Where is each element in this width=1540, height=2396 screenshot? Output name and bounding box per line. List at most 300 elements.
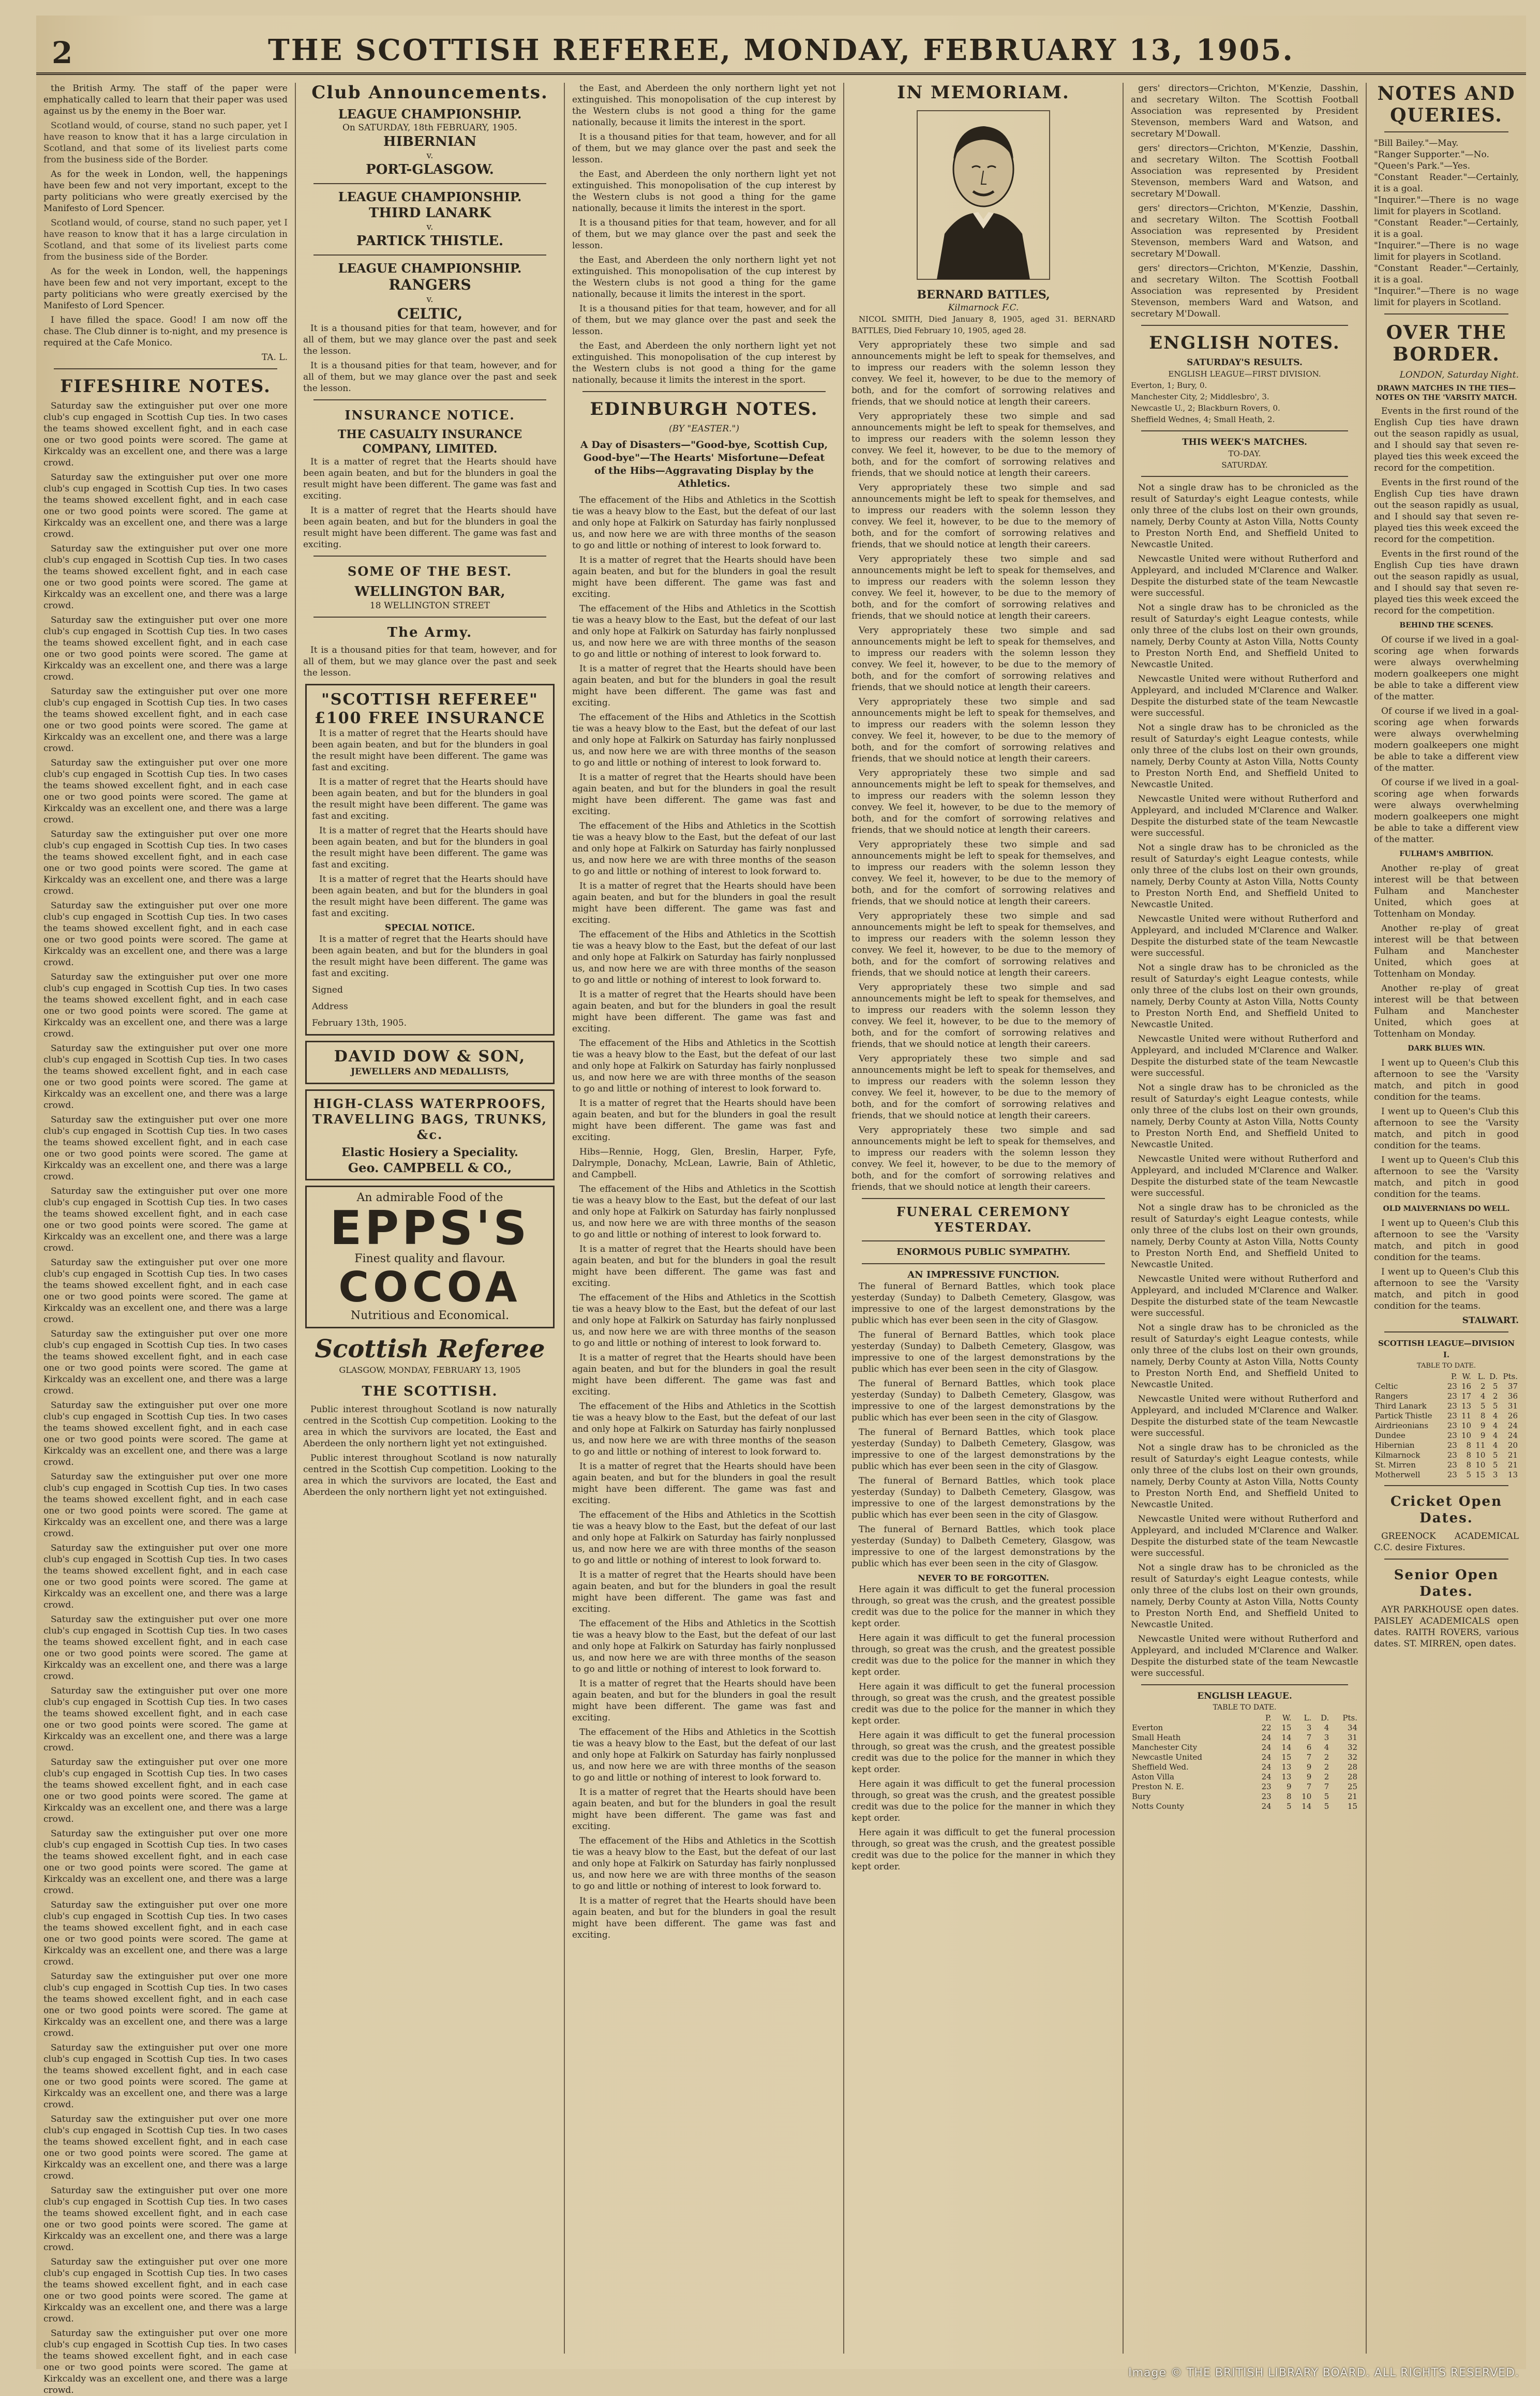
article-text: It is a matter of regret that the Hearts should have been again beaten, and but for the blunders in goal the result might have been different. The game was fast and exciting. bbox=[572, 990, 836, 1034]
article-text: Events in the first round of the English Cup ties have drawn out the season rapidly as usual, and I should say that seven re-played ties this week exceed the record for the competition. bbox=[1374, 477, 1519, 545]
query-line: "Bill Bailey."—May. bbox=[1374, 138, 1459, 148]
table-cell: 25 bbox=[1347, 1782, 1357, 1791]
article-text: Not a single draw has to be chronicled as the result of Saturday's eight League contests, while only three of the clubs lost on their own grounds, namely, Derby County at Aston Villa, Notts County to Preston North End, and Sheffield United to Newcastle United. bbox=[1131, 723, 1358, 790]
subheading: BEHIND THE SCENES. bbox=[1399, 621, 1493, 630]
article-text: Saturday saw the extinguisher put over one more club's cup engaged in Scottish Cup ties. In two cases the teams showed excellent fight, and in each case one or two good points were scored. The game at Kirkcaldy was an excellent one, and there was a large crowd. bbox=[43, 544, 288, 611]
table-cell: 13 bbox=[1507, 1470, 1518, 1479]
table-cell: Third Lanark bbox=[1375, 1401, 1427, 1411]
table-header-cell: L. bbox=[1304, 1713, 1312, 1723]
article-text: the East, and Aberdeen the only northern light yet not extinguished. This monopolisation of the cup interest by the Western clubs is not good a thing for the game nationally, because it limits the interest in the sport. bbox=[572, 83, 836, 128]
article-text: It is a thousand pities for that team, however, and for all of them, but we may glance over the past and seek the lesson. bbox=[572, 304, 836, 337]
article-text: Very appropriately these two simple and sad announcements might be left to speak for themselves, and to impress our readers with the solemn lesson they convey. We feel it, however, to be due to the memory of both, and for the comfort of sorrowing relatives and friends, that we should notice at length their careers. bbox=[851, 982, 1115, 1050]
table-cell: 24 bbox=[1261, 1733, 1272, 1742]
senior-heading: Senior Open Dates. bbox=[1394, 1567, 1499, 1599]
table-cell: 4 bbox=[1480, 1391, 1486, 1401]
article-text: Not a single draw has to be chronicled as the result of Saturday's eight League contests, while only three of the clubs lost on their own grounds, namely, Derby County at Aston Villa, Notts County to Preston North End, and Sheffield United to Newcastle United. bbox=[1131, 963, 1358, 1030]
article-text: It is a matter of regret that the Hearts should have been again beaten, and but for the blunders in goal the result might have been different. The game was fast and exciting. bbox=[572, 772, 836, 817]
divider bbox=[862, 1198, 1105, 1199]
article-text: Very appropriately these two simple and sad announcements might be left to speak for themselves, and to impress our readers with the solemn lesson they convey. We feel it, however, to be due to the memory of both, and for the comfort of sorrowing relatives and friends, that we should notice at length their careers. bbox=[851, 697, 1115, 764]
table-header-cell: W. bbox=[1282, 1713, 1292, 1723]
article-text: Very appropriately these two simple and sad announcements might be left to speak for themselves, and to impress our readers with the solemn lesson they convey. We feel it, however, to be due to the memory of both, and for the comfort of sorrowing relatives and friends, that we should notice at length their careers. bbox=[851, 411, 1115, 478]
table-cell: 24 bbox=[1261, 1753, 1272, 1762]
insurance-company: THE CASUALTY INSURANCE COMPANY, LIMITED. bbox=[337, 428, 522, 456]
table-cell: 9 bbox=[1306, 1762, 1312, 1772]
table-row bbox=[1131, 1782, 1358, 1792]
article-text: The effacement of the Hibs and Athletics in the Scottish tie was a heavy blow to the East, but the defeat of our last and only hope at Falkirk on Saturday has fairly nonplussed us, and now here we are with three months of the season to go and little or nothing of interest to look forward to. bbox=[572, 712, 836, 768]
table-cell: 9 bbox=[1480, 1421, 1486, 1430]
subheading: DARK BLUES WIN. bbox=[1408, 1044, 1485, 1053]
article-text: I went up to Queen's Club this afternoon to see the 'Varsity match, and pitch in good condition for the teams. bbox=[1374, 1106, 1519, 1151]
column-1 bbox=[36, 83, 295, 2395]
table-cell: 13 bbox=[1281, 1772, 1292, 1781]
article-text: Saturday saw the extinguisher put over one more club's cup engaged in Scottish Cup ties. In two cases the teams showed excellent fight, and in each case one or two good points were scored. The game at Kirkcaldy was an excellent one, and there was a large crowd. bbox=[43, 1686, 288, 1753]
scottish-league-table bbox=[1374, 1372, 1519, 1480]
divider bbox=[862, 1240, 1105, 1241]
table-row bbox=[1374, 1431, 1519, 1441]
article-text: NICOL SMITH, Died January 8, 1905, aged 31. BERNARD BATTLES, Died February 10, 1905, aged 28. bbox=[851, 315, 1115, 335]
article-text: Newcastle United were without Rutherford and Appleyard, and included M'Clarence and Walker. Despite the disturbed state of the team Newcastle were successful. bbox=[1131, 1034, 1358, 1079]
table-cell: 37 bbox=[1507, 1382, 1518, 1391]
table-cell: 11 bbox=[1475, 1441, 1486, 1450]
article-text: The effacement of the Hibs and Athletics in the Scottish tie was a heavy blow to the East, but the defeat of our last and only hope at Falkirk on Saturday has fairly nonplussed us, and now here we are with three months of the season to go and little or nothing of interest to look forward to. bbox=[572, 821, 836, 877]
divider bbox=[313, 399, 546, 400]
article-text: Saturday saw the extinguisher put over one more club's cup engaged in Scottish Cup ties. In two cases the teams showed excellent fight, and in each case one or two good points were scored. The game at Kirkcaldy was an excellent one, and there was a large crowd. bbox=[43, 2257, 288, 2324]
article-text: Saturday saw the extinguisher put over one more club's cup engaged in Scottish Cup ties. In two cases the teams showed excellent fight, and in each case one or two good points were scored. The game at Kirkcaldy was an excellent one, and there was a large crowd. bbox=[43, 686, 288, 754]
ad-text: It is a matter of regret that the Hearts should have been again beaten, and but for the blunders in goal the result might have been different. The game was fast and exciting. bbox=[303, 457, 557, 501]
table-cell: 23 bbox=[1447, 1470, 1457, 1479]
article-text: Saturday saw the extinguisher put over one more club's cup engaged in Scottish Cup ties. In two cases the teams showed excellent fight, and in each case one or two good points were scored. The game at Kirkcaldy was an excellent one, and there was a large crowd. bbox=[43, 901, 288, 968]
table-cell: Kilmarnock bbox=[1375, 1450, 1421, 1460]
article-text: Very appropriately these two simple and sad announcements might be left to speak for themselves, and to impress our readers with the solemn lesson they convey. We feel it, however, to be due to the memory of both, and for the comfort of sorrowing relatives and friends, that we should notice at length their careers. bbox=[851, 911, 1115, 978]
insurance-heading: INSURANCE NOTICE. bbox=[345, 408, 515, 423]
table-cell: 9 bbox=[1286, 1782, 1292, 1791]
divider bbox=[313, 617, 546, 618]
table-cell: 21 bbox=[1507, 1460, 1518, 1470]
table-cell: 24 bbox=[1507, 1431, 1518, 1440]
table-cell: Preston N. E. bbox=[1132, 1782, 1184, 1791]
table-header-cell: P. bbox=[1265, 1713, 1272, 1723]
article-text: Newcastle United were without Rutherford and Appleyard, and included M'Clarence and Walker. Despite the disturbed state of the team Newcastle were successful. bbox=[1131, 1634, 1358, 1679]
section-heading: FIFESHIRE NOTES. bbox=[60, 376, 271, 397]
article-text: I went up to Queen's Club this afternoon to see the 'Varsity match, and pitch in good condition for the teams. bbox=[1374, 1267, 1519, 1311]
query-line: "Constant Reader."—Certainly, it is a goal. bbox=[1374, 218, 1519, 239]
table-cell: 11 bbox=[1461, 1411, 1472, 1420]
table-cell: 5 bbox=[1492, 1382, 1498, 1391]
section-heading: ENGLISH NOTES. bbox=[1149, 333, 1340, 353]
table-cell: 32 bbox=[1347, 1753, 1357, 1762]
table-cell: Partick Thistle bbox=[1375, 1411, 1432, 1420]
article-text: The funeral of Bernard Battles, which took place yesterday (Sunday) to Dalbeth Cemetery, Glasgow, was impressive to one of the largest demonstrations by the public which has ever been seen in the city of Glasgow. bbox=[851, 1476, 1115, 1520]
article-text: I have filled the space. Good! I am now off the chase. The Club dinner is to-night, and my presence is required at the Cafe Monico. bbox=[43, 315, 288, 348]
article-text: It is a thousand pities for that team, however, and for all of them, but we may glance over the past and seek the lesson. bbox=[572, 132, 836, 165]
table-cell: 20 bbox=[1507, 1441, 1518, 1450]
table-cell: 14 bbox=[1281, 1733, 1292, 1742]
result-line: Everton, 1; Bury, 0. bbox=[1131, 381, 1207, 390]
query-line: "Inquirer."—There is no wage limit for players in Scotland. bbox=[1374, 286, 1519, 308]
article-text: Very appropriately these two simple and sad announcements might be left to speak for themselves, and to impress our readers with the solemn lesson they convey. We feel it, however, to be due to the memory of both, and for the comfort of sorrowing relatives and friends, that we should notice at length their careers. bbox=[851, 1125, 1115, 1192]
table-cell: 4 bbox=[1492, 1431, 1498, 1440]
table-cell: 24 bbox=[1261, 1802, 1272, 1811]
funeral-subheading: AN IMPRESSIVE FUNCTION. bbox=[907, 1269, 1059, 1280]
article-text: gers' directors—Crichton, M'Kenzie, Dasshin, and secretary Wilton. The Scottish Football Association was represented by President Stevenson, members Ward and Watson, and secretary M'Dowall. bbox=[1131, 263, 1358, 319]
article-text: Saturday saw the extinguisher put over one more club's cup engaged in Scottish Cup ties. In two cases the teams showed excellent fight, and in each case one or two good points were scored. The game at Kirkcaldy was an excellent one, and there was a large crowd. bbox=[43, 1543, 288, 1610]
article-text: Here again it was difficult to get the funeral procession through, so great was the crush, and the greatest possible credit was due to the police for the manner in which they kept order. bbox=[851, 1730, 1115, 1775]
table-row bbox=[1131, 1772, 1358, 1782]
query-line: "Constant Reader."—Certainly, it is a goal. bbox=[1374, 263, 1519, 285]
table-cell: 15 bbox=[1475, 1470, 1486, 1479]
table-cell: 10 bbox=[1475, 1450, 1486, 1460]
referee-insurance-ad: "SCOTTISH REFEREE" £100 FREE INSURANCE It is a matter of regret that the Hearts should have been again beaten, and but for the blunders in goal the result might have been different. The game was fast and exciting. It is a matter of regret that the Hearts should have been again beaten, and but for the blunders in goal the result might have been different. The game was fast and exciting. It is a matter of regret that the Hearts should have been again beaten, and but for the blunders in goal the result might have been different. The game was fast and exciting. It is a matter of regret that the Hearts should have been again beaten, and but for the blunders in goal the result might have been different. The game was fast and exciting. SPECIAL NOTICE. It is a matter of regret that the Hearts should have been again beaten, and but for the blunders in goal the result might have been different. The game was fast and exciting. Signed Address February 13th, 1905. bbox=[305, 684, 555, 1036]
article-text: It is a matter of regret that the Hearts should have been again beaten, and but for the blunders in goal the result might have been different. The game was fast and exciting. bbox=[572, 1098, 836, 1143]
article-text: It is a matter of regret that the Hearts should have been again beaten, and but for the blunders in goal the result might have been different. The game was fast and exciting. bbox=[572, 664, 836, 708]
article-text: Saturday saw the extinguisher put over one more club's cup engaged in Scottish Cup ties. In two cases the teams showed excellent fight, and in each case one or two good points were scored. The game at Kirkcaldy was an excellent one, and there was a large crowd. bbox=[43, 1329, 288, 1396]
table-cell: 10 bbox=[1475, 1460, 1486, 1470]
article-text: Not a single draw has to be chronicled as the result of Saturday's eight League contests, while only three of the clubs lost on their own grounds, namely, Derby County at Aston Villa, Notts County to Preston North End, and Sheffield United to Newcastle United. bbox=[1131, 1203, 1358, 1270]
table-cell: 23 bbox=[1447, 1421, 1457, 1430]
table-cell: 34 bbox=[1347, 1723, 1357, 1732]
article-text: The effacement of the Hibs and Athletics in the Scottish tie was a heavy blow to the East, but the defeat of our last and only hope at Falkirk on Saturday has fairly nonplussed us, and now here we are with three months of the season to go and little or nothing of interest to look forward to. bbox=[572, 1836, 836, 1892]
table-row bbox=[1131, 1723, 1358, 1733]
query-line: "Inquirer."—There is no wage limit for players in Scotland. bbox=[1374, 241, 1519, 262]
bar-name: WELLINGTON BAR, bbox=[354, 584, 505, 600]
article-text: Saturday saw the extinguisher put over one more club's cup engaged in Scottish Cup ties. In two cases the teams showed excellent fight, and in each case one or two good points were scored. The game at Kirkcaldy was an excellent one, and there was a large crowd. bbox=[43, 829, 288, 896]
article-text: The funeral of Bernard Battles, which took place yesterday (Sunday) to Dalbeth Cemetery, Glasgow, was impressive to one of the largest demonstrations by the public which has ever been seen in the city of Glasgow. bbox=[851, 1427, 1115, 1472]
table-cell: 23 bbox=[1447, 1441, 1457, 1450]
article-text: Of course if we lived in a goal-scoring age when forwards were always overwhelming modern goalkeepers one might be able to take a different view of the matter. bbox=[1374, 635, 1519, 702]
table-row bbox=[1374, 1460, 1519, 1470]
article-text: the East, and Aberdeen the only northern light yet not extinguished. This monopolisation of the cup interest by the Western clubs is not good a thing for the game nationally, because it limits the interest in the sport. bbox=[572, 169, 836, 214]
article-text: Saturday saw the extinguisher put over one more club's cup engaged in Scottish Cup ties. In two cases the teams showed excellent fight, and in each case one or two good points were scored. The game at Kirkcaldy was an excellent one, and there was a large crowd. bbox=[43, 1614, 288, 1682]
table-header-row bbox=[1374, 1372, 1519, 1382]
article-text: Newcastle United were without Rutherford and Appleyard, and included M'Clarence and Walker. Despite the disturbed state of the team Newcastle were successful. bbox=[1131, 914, 1358, 959]
ad-text: It is a thousand pities for that team, however, and for all of them, but we may glance over the past and seek the lesson. bbox=[303, 645, 557, 678]
article-text: Saturday saw the extinguisher put over one more club's cup engaged in Scottish Cup ties. In two cases the teams showed excellent fight, and in each case one or two good points were scored. The game at Kirkcaldy was an excellent one, and there was a large crowd. bbox=[43, 1472, 288, 1539]
table-cell: 3 bbox=[1324, 1733, 1329, 1742]
army-heading: The Army. bbox=[387, 625, 473, 640]
article-text: Saturday saw the extinguisher put over one more club's cup engaged in Scottish Cup ties. In two cases the teams showed excellent fight, and in each case one or two good points were scored. The game at Kirkcaldy was an excellent one, and there was a large crowd. bbox=[43, 1757, 288, 1824]
table-cell: 7 bbox=[1324, 1782, 1329, 1791]
table-cell: 21 bbox=[1507, 1450, 1518, 1460]
article-text: As for the week in London, well, the happenings have been few and not very important, except to the party politicians who were greatly exercised by the Manifesto of Lord Spencer. bbox=[43, 169, 288, 214]
table-cell: 2 bbox=[1324, 1753, 1329, 1762]
table-cell: 9 bbox=[1480, 1431, 1486, 1440]
divider bbox=[1141, 476, 1348, 477]
article-text: Not a single draw has to be chronicled as the result of Saturday's eight League contests, while only three of the clubs lost on their own grounds, namely, Derby County at Aston Villa, Notts County to Preston North End, and Sheffield United to Newcastle United. bbox=[1131, 1083, 1358, 1150]
table-cell: 24 bbox=[1261, 1772, 1272, 1781]
article-text: It is a matter of regret that the Hearts should have been again beaten, and but for the blunders in goal the result might have been different. The game was fast and exciting. bbox=[572, 555, 836, 600]
article-text: Saturday saw the extinguisher put over one more club's cup engaged in Scottish Cup ties. In two cases the teams showed excellent fight, and in each case one or two good points were scored. The game at Kirkcaldy was an excellent one, and there was a large crowd. bbox=[43, 758, 288, 825]
table-cell: 10 bbox=[1302, 1792, 1312, 1801]
table-cell: 8 bbox=[1466, 1441, 1472, 1450]
article-text: Public interest throughout Scotland is now naturally centred in the Scottish Cup competition. Looking to the area in which the survivors are located, the East and Aberdeen the only northern light yet not extinguished. bbox=[303, 1453, 557, 1498]
article-text: It is a matter of regret that the Hearts should have been again beaten, and but for the blunders in goal the result might have been different. The game was fast and exciting. bbox=[572, 1353, 836, 1397]
week-heading: THIS WEEK'S MATCHES. bbox=[1182, 437, 1307, 447]
table-row bbox=[1374, 1421, 1519, 1431]
table-row bbox=[1374, 1382, 1519, 1391]
ad-text: It is a matter of regret that the Hearts should have been again beaten, and but for the blunders in goal the result might have been different. The game was fast and exciting. bbox=[303, 505, 557, 550]
today-heading: TO-DAY. bbox=[1228, 449, 1261, 458]
table-cell: 21 bbox=[1347, 1792, 1357, 1801]
table-cell: 28 bbox=[1347, 1762, 1357, 1772]
column-6 bbox=[1366, 83, 1526, 2354]
article-text: Not a single draw has to be chronicled as the result of Saturday's eight League contests, while only three of the clubs lost on their own grounds, namely, Derby County at Aston Villa, Notts County to Preston North End, and Sheffield United to Newcastle United. bbox=[1131, 603, 1358, 670]
table-cell: 8 bbox=[1480, 1411, 1486, 1420]
article-text: As for the week in London, well, the happenings have been few and not very important, except to the party politicians who were greatly exercised by the Manifesto of Lord Spencer. bbox=[43, 266, 288, 311]
article-text: Scotland would, of course, stand no such paper, yet I have reason to know that it has a large circulation in Scotland, and that some of its liveliest parts come from the business side of the Border. bbox=[43, 218, 288, 262]
table-cell: 2 bbox=[1480, 1382, 1486, 1391]
leader-heading: THE SCOTTISH. bbox=[362, 1384, 498, 1399]
table-cell: 23 bbox=[1447, 1391, 1457, 1401]
table-row bbox=[1131, 1762, 1358, 1772]
article-text: Here again it was difficult to get the funeral procession through, so great was the crush, and the greatest possible credit was due to the police for the manner in which they kept order. bbox=[851, 1584, 1115, 1629]
column-5 bbox=[1123, 83, 1366, 2354]
article-text: Saturday saw the extinguisher put over one more club's cup engaged in Scottish Cup ties. In two cases the teams showed excellent fight, and in each case one or two good points were scored. The game at Kirkcaldy was an excellent one, and there was a large crowd. bbox=[43, 1186, 288, 1253]
table-cell: 14 bbox=[1302, 1802, 1312, 1811]
article-text: Saturday saw the extinguisher put over one more club's cup engaged in Scottish Cup ties. In two cases the teams showed excellent fight, and in each case one or two good points were scored. The game at Kirkcaldy was an excellent one, and there was a large crowd. bbox=[43, 2328, 288, 2395]
divider bbox=[1141, 325, 1348, 326]
article-text: the East, and Aberdeen the only northern light yet not extinguished. This monopolisation of the cup interest by the Western clubs is not good a thing for the game nationally, because it limits the interest in the sport. bbox=[572, 341, 836, 385]
table-row bbox=[1374, 1391, 1519, 1401]
article-text: Newcastle United were without Rutherford and Appleyard, and included M'Clarence and Walker. Despite the disturbed state of the team Newcastle were successful. bbox=[1131, 674, 1358, 718]
masthead bbox=[36, 26, 1526, 75]
table-cell: 32 bbox=[1347, 1743, 1357, 1752]
article-text: The funeral of Bernard Battles, which took place yesterday (Sunday) to Dalbeth Cemetery, Glasgow, was impressive to one of the largest demonstrations by the public which has ever been seen in the city of Glasgow. bbox=[851, 1330, 1115, 1374]
paper-nameplate: Scottish Referee bbox=[315, 1335, 545, 1364]
article-text: Newcastle United were without Rutherford and Appleyard, and included M'Clarence and Walker. Despite the disturbed state of the team Newcastle were successful. bbox=[1131, 794, 1358, 838]
table-cell: 16 bbox=[1461, 1382, 1472, 1391]
table-cell: 2 bbox=[1324, 1762, 1329, 1772]
announcement-3: LEAGUE CHAMPIONSHIP. RANGERS v. CELTIC, bbox=[338, 261, 522, 322]
article-text: The funeral of Bernard Battles, which took place yesterday (Sunday) to Dalbeth Cemetery, Glasgow, was impressive to one of the largest demonstrations by the public which has ever been seen in the city of Glasgow. bbox=[851, 1281, 1115, 1326]
table-cell: 8 bbox=[1466, 1450, 1472, 1460]
paper-dateline: GLASGOW, MONDAY, FEBRUARY 13, 1905 bbox=[339, 1365, 521, 1375]
signature: TA. L. bbox=[261, 352, 288, 363]
page-number: 2 bbox=[52, 35, 73, 70]
memoriam-club: Kilmarnock F.C. bbox=[948, 303, 1019, 313]
table-cell: 3 bbox=[1492, 1470, 1498, 1479]
table-row bbox=[1374, 1470, 1519, 1480]
subheading: DRAWN MATCHES IN THE TIES—NOTES ON THE 'VARSITY MATCH. bbox=[1375, 384, 1517, 402]
table-cell: 5 bbox=[1286, 1802, 1292, 1811]
column-2 bbox=[295, 83, 564, 2354]
divider bbox=[1141, 430, 1348, 431]
divider bbox=[313, 183, 546, 184]
table-cell: 23 bbox=[1447, 1460, 1457, 1470]
table-cell: 5 bbox=[1492, 1401, 1498, 1411]
article-text: It is a matter of regret that the Hearts should have been again beaten, and but for the blunders in goal the result might have been different. The game was fast and exciting. bbox=[572, 1461, 836, 1506]
article-text: Saturday saw the extinguisher put over one more club's cup engaged in Scottish Cup ties. In two cases the teams showed excellent fight, and in each case one or two good points were scored. The game at Kirkcaldy was an excellent one, and there was a large crowd. bbox=[43, 2114, 288, 2181]
result-line: Newcastle U., 2; Blackburn Rovers, 0. bbox=[1131, 403, 1280, 413]
table-header-cell: D. bbox=[1321, 1713, 1329, 1723]
table-cell: 14 bbox=[1281, 1743, 1292, 1752]
section-heading: EDINBURGH NOTES. bbox=[590, 399, 818, 420]
table-header-cell: W. bbox=[1462, 1372, 1472, 1381]
article-text: Scotland would, of course, stand no such paper, yet I have reason to know that it has a large circulation in Scotland, and that some of its liveliest parts come from the business side of the Border. bbox=[43, 121, 288, 165]
article-text: The funeral of Bernard Battles, which took place yesterday (Sunday) to Dalbeth Cemetery, Glasgow, was impressive to one of the largest demonstrations by the public which has ever been seen in the city of Glasgow. bbox=[851, 1379, 1115, 1423]
table-subheading: TABLE TO DATE. bbox=[1213, 1703, 1277, 1712]
table-cell: 36 bbox=[1507, 1391, 1518, 1401]
article-text: It is a matter of regret that the Hearts should have been again beaten, and but for the blunders in goal the result might have been different. The game was fast and exciting. bbox=[572, 1896, 836, 1940]
table-cell: 31 bbox=[1347, 1733, 1357, 1742]
article-text: The effacement of the Hibs and Athletics in the Scottish tie was a heavy blow to the East, but the defeat of our last and only hope at Falkirk on Saturday has fairly nonplussed us, and now here we are with three months of the season to go and little or nothing of interest to look forward to. bbox=[572, 1038, 836, 1094]
article-text: Very appropriately these two simple and sad announcements might be left to speak for themselves, and to impress our readers with the solemn lesson they convey. We feel it, however, to be due to the memory of both, and for the comfort of sorrowing relatives and friends, that we should notice at length their careers. bbox=[851, 625, 1115, 693]
table-cell: 23 bbox=[1447, 1450, 1457, 1460]
table-header-cell bbox=[1131, 1713, 1252, 1723]
divider bbox=[1384, 1485, 1508, 1486]
table-cell: Hibernian bbox=[1375, 1441, 1415, 1450]
table-cell: 2 bbox=[1492, 1391, 1498, 1401]
divider bbox=[1141, 1684, 1348, 1685]
table-cell: 31 bbox=[1507, 1401, 1518, 1411]
article-text: Events in the first round of the English Cup ties have drawn out the season rapidly as usual, and I should say that seven re-played ties this week exceed the record for the competition. bbox=[1374, 549, 1519, 616]
table-cell: 26 bbox=[1507, 1411, 1518, 1420]
article-text: Newcastle United were without Rutherford and Appleyard, and included M'Clarence and Walker. Despite the disturbed state of the team Newcastle were successful. bbox=[1131, 1514, 1358, 1559]
article-text: Another re-play of great interest will be that between Fulham and Manchester United, which goes at Tottenham on Monday. bbox=[1374, 863, 1519, 919]
table-cell: 4 bbox=[1324, 1743, 1329, 1752]
table-header-row bbox=[1131, 1713, 1358, 1723]
query-line: "Constant Reader."—Certainly, it is a goal. bbox=[1374, 172, 1519, 194]
article-text: Saturday saw the extinguisher put over one more club's cup engaged in Scottish Cup ties. In two cases the teams showed excellent fight, and in each case one or two good points were scored. The game at Kirkcaldy was an excellent one, and there was a large crowd. bbox=[43, 401, 288, 468]
article-text: Saturday saw the extinguisher put over one more club's cup engaged in Scottish Cup ties. In two cases the teams showed excellent fight, and in each case one or two good points were scored. The game at Kirkcaldy was an excellent one, and there was a large crowd. bbox=[43, 615, 288, 682]
result-line: Manchester City, 2; Middlesbro', 3. bbox=[1131, 392, 1269, 401]
table-header-cell: D. bbox=[1489, 1372, 1498, 1381]
table-cell: 10 bbox=[1461, 1431, 1472, 1440]
table-row bbox=[1374, 1441, 1519, 1450]
article-text: Newcastle United were without Rutherford and Appleyard, and included M'Clarence and Walker. Despite the disturbed state of the team Newcastle were successful. bbox=[1131, 1394, 1358, 1439]
table-cell: Everton bbox=[1132, 1723, 1163, 1732]
table-cell: Aston Villa bbox=[1132, 1772, 1174, 1781]
table-cell: 6 bbox=[1306, 1743, 1312, 1752]
divider bbox=[54, 368, 277, 369]
funeral-subheading: NEVER TO BE FORGOTTEN. bbox=[918, 1573, 1049, 1583]
table-row bbox=[1131, 1733, 1358, 1743]
divider bbox=[313, 254, 546, 256]
epps-cocoa-ad: An admirable Food of the EPPS'S Finest quality and flavour. COCOA Nutritious and Economical. bbox=[305, 1186, 555, 1328]
ad-text: It is a thousand pities for that team, however, and for all of them, but we may glance over the past and seek the lesson. bbox=[303, 361, 557, 394]
column-4 bbox=[843, 83, 1123, 2354]
article-text: Newcastle United were without Rutherford and Appleyard, and included M'Clarence and Walker. Despite the disturbed state of the team Newcastle were successful. bbox=[1131, 554, 1358, 598]
subheading: OLD MALVERNIANS DO WELL. bbox=[1383, 1205, 1510, 1213]
article-text: Not a single draw has to be chronicled as the result of Saturday's eight League contests, while only three of the clubs lost on their own grounds, namely, Derby County at Aston Villa, Notts County to Preston North End, and Sheffield United to Newcastle United. bbox=[1131, 1443, 1358, 1510]
column-3 bbox=[564, 83, 843, 2354]
funeral-subheading: ENORMOUS PUBLIC SYMPATHY. bbox=[896, 1247, 1070, 1257]
query-line: "Ranger Supporter."—No. bbox=[1374, 149, 1489, 160]
article-text: Not a single draw has to be chronicled as the result of Saturday's eight League contests, while only three of the clubs lost on their own grounds, namely, Derby County at Aston Villa, Notts County to Preston North End, and Sheffield United to Newcastle United. bbox=[1131, 1323, 1358, 1390]
league-heading: ENGLISH LEAGUE—FIRST DIVISION. bbox=[1168, 369, 1321, 379]
article-text: It is a matter of regret that the Hearts should have been again beaten, and but for the blunders in goal the result might have been different. The game was fast and exciting. bbox=[572, 1244, 836, 1289]
table-cell: 7 bbox=[1306, 1753, 1312, 1762]
article-text: The effacement of the Hibs and Athletics in the Scottish tie was a heavy blow to the East, but the defeat of our last and only hope at Falkirk on Saturday has fairly nonplussed us, and now here we are with three months of the season to go and little or nothing of interest to look forward to. bbox=[572, 495, 836, 551]
table-cell: Newcastle United bbox=[1132, 1753, 1202, 1762]
article-text: Very appropriately these two simple and sad announcements might be left to speak for themselves, and to impress our readers with the solemn lesson they convey. We feel it, however, to be due to the memory of both, and for the comfort of sorrowing relatives and friends, that we should notice at length their careers. bbox=[851, 483, 1115, 550]
table-cell: 24 bbox=[1507, 1421, 1518, 1430]
table-heading: SCOTTISH LEAGUE—DIVISION I. bbox=[1378, 1339, 1515, 1359]
portrait-illustration bbox=[916, 110, 1051, 280]
article-text: Very appropriately these two simple and sad announcements might be left to speak for themselves, and to impress our readers with the solemn lesson they convey. We feel it, however, to be due to the memory of both, and for the comfort of sorrowing relatives and friends, that we should notice at length their careers. bbox=[851, 554, 1115, 621]
table-cell: 7 bbox=[1306, 1733, 1312, 1742]
divider bbox=[1384, 313, 1508, 315]
table-row bbox=[1131, 1743, 1358, 1753]
article-text: Here again it was difficult to get the funeral procession through, so great was the crush, and the greatest possible credit was due to the police for the manner in which they kept order. bbox=[851, 1828, 1115, 1872]
memoriam-name: BERNARD BATTLES, bbox=[917, 288, 1050, 302]
table-row bbox=[1131, 1753, 1358, 1762]
table-cell: 4 bbox=[1492, 1411, 1498, 1420]
saturday-heading: SATURDAY. bbox=[1221, 460, 1268, 470]
table-cell: Small Heath bbox=[1132, 1733, 1181, 1742]
table-cell: St. Mirren bbox=[1375, 1460, 1416, 1470]
table-cell: 23 bbox=[1447, 1382, 1457, 1391]
table-header-cell: L. bbox=[1477, 1372, 1486, 1381]
table-cell: 5 bbox=[1466, 1470, 1472, 1479]
table-row bbox=[1374, 1401, 1519, 1411]
table-row bbox=[1374, 1450, 1519, 1460]
table-cell: 3 bbox=[1306, 1723, 1312, 1732]
divider bbox=[313, 556, 546, 557]
article-text: Saturday saw the extinguisher put over one more club's cup engaged in Scottish Cup ties. In two cases the teams showed excellent fight, and in each case one or two good points were scored. The game at Kirkcaldy was an excellent one, and there was a large crowd. bbox=[43, 472, 288, 540]
article-text: Saturday saw the extinguisher put over one more club's cup engaged in Scottish Cup ties. In two cases the teams showed excellent fight, and in each case one or two good points were scored. The game at Kirkcaldy was an excellent one, and there was a large crowd. bbox=[43, 2043, 288, 2110]
table-cell: 5 bbox=[1324, 1792, 1329, 1801]
article-text: The effacement of the Hibs and Athletics in the Scottish tie was a heavy blow to the East, but the defeat of our last and only hope at Falkirk on Saturday has fairly nonplussed us, and now here we are with three months of the season to go and little or nothing of interest to look forward to. bbox=[572, 930, 836, 985]
section-heading: NOTES AND QUERIES. bbox=[1377, 83, 1516, 126]
ad-text: AYR PARKHOUSE open dates. PAISLEY ACADEMICALS open dates. RAITH ROVERS, various dates. ST. MIRREN, open dates. bbox=[1374, 1605, 1519, 1649]
funeral-heading: FUNERAL CEREMONY YESTERDAY. bbox=[896, 1204, 1071, 1235]
article-text: gers' directors—Crichton, M'Kenzie, Dasshin, and secretary Wilton. The Scottish Football Association was represented by President Stevenson, members Ward and Watson, and secretary M'Dowall. bbox=[1131, 203, 1358, 259]
article-text: Newcastle United were without Rutherford and Appleyard, and included M'Clarence and Walker. Despite the disturbed state of the team Newcastle were successful. bbox=[1131, 1154, 1358, 1199]
table-row bbox=[1131, 1802, 1358, 1811]
article-text: Very appropriately these two simple and sad announcements might be left to speak for themselves, and to impress our readers with the solemn lesson they convey. We feel it, however, to be due to the memory of both, and for the comfort of sorrowing relatives and friends, that we should notice at length their careers. bbox=[851, 768, 1115, 835]
query-line: "Queen's Park."—Yes. bbox=[1374, 161, 1470, 171]
divider bbox=[1384, 1559, 1508, 1560]
result-line: Sheffield Wednes, 4; Small Heath, 2. bbox=[1131, 415, 1275, 424]
article-text: Here again it was difficult to get the funeral procession through, so great was the crush, and the greatest possible credit was due to the police for the manner in which they kept order. bbox=[851, 1779, 1115, 1823]
table-cell: Motherwell bbox=[1375, 1470, 1421, 1479]
table-cell: 4 bbox=[1492, 1441, 1498, 1450]
table-cell: 5 bbox=[1480, 1401, 1486, 1411]
ad-text: GREENOCK ACADEMICAL C.C. desire Fixtures. bbox=[1374, 1531, 1519, 1553]
section-heading: Club Announcements. bbox=[311, 82, 548, 103]
article-text: Saturday saw the extinguisher put over one more club's cup engaged in Scottish Cup ties. In two cases the teams showed excellent fight, and in each case one or two good points were scored. The game at Kirkcaldy was an excellent one, and there was a large crowd. bbox=[43, 1400, 288, 1467]
article-text: gers' directors—Crichton, M'Kenzie, Dasshin, and secretary Wilton. The Scottish Football Association was represented by President Stevenson, members Ward and Watson, and secretary M'Dowall. bbox=[1131, 83, 1358, 139]
table-row bbox=[1131, 1792, 1358, 1802]
table-header-cell: Pts. bbox=[1342, 1713, 1357, 1723]
article-text: Saturday saw the extinguisher put over one more club's cup engaged in Scottish Cup ties. In two cases the teams showed excellent fight, and in each case one or two good points were scored. The game at Kirkcaldy was an excellent one, and there was a large crowd. bbox=[43, 1900, 288, 1967]
article-text: Of course if we lived in a goal-scoring age when forwards were always overwhelming modern goalkeepers one might be able to take a different view of the matter. bbox=[1374, 777, 1519, 845]
article-text: It is a thousand pities for that team, however, and for all of them, but we may glance over the past and seek the lesson. bbox=[572, 218, 836, 251]
divider bbox=[862, 1263, 1105, 1264]
article-text: Very appropriately these two simple and sad announcements might be left to speak for themselves, and to impress our readers with the solemn lesson they convey. We feel it, however, to be due to the memory of both, and for the comfort of sorrowing relatives and friends, that we should notice at length their careers. bbox=[851, 340, 1115, 407]
table-cell: 22 bbox=[1261, 1723, 1272, 1732]
article-text: The funeral of Bernard Battles, which took place yesterday (Sunday) to Dalbeth Cemetery, Glasgow, was impressive to one of the largest demonstrations by the public which has ever been seen in the city of Glasgow. bbox=[851, 1524, 1115, 1569]
signature: STALWART. bbox=[1462, 1315, 1519, 1326]
article-text: Not a single draw has to be chronicled as the result of Saturday's eight League contests, while only three of the clubs lost on their own grounds, namely, Derby County at Aston Villa, Notts County to Preston North End, and Sheffield United to Newcastle United. bbox=[1131, 843, 1358, 910]
article-text: The effacement of the Hibs and Athletics in the Scottish tie was a heavy blow to the East, but the defeat of our last and only hope at Falkirk on Saturday has fairly nonplussed us, and now here we are with three months of the season to go and little or nothing of interest to look forward to. bbox=[572, 1401, 836, 1457]
table-subheading: TABLE TO DATE. bbox=[1416, 1362, 1476, 1370]
copyright-notice: Image © THE BRITISH LIBRARY BOARD. ALL RIGHTS RESERVED. bbox=[1128, 2367, 1519, 2379]
table-cell: Notts County bbox=[1132, 1802, 1185, 1811]
article-text: Saturday saw the extinguisher put over one more club's cup engaged in Scottish Cup ties. In two cases the teams showed excellent fight, and in each case one or two good points were scored. The game at Kirkcaldy was an excellent one, and there was a large crowd. bbox=[43, 1115, 288, 1182]
article-text: It is a matter of regret that the Hearts should have been again beaten, and but for the blunders in goal the result might have been different. The game was fast and exciting. bbox=[572, 1787, 836, 1832]
table-cell: 9 bbox=[1306, 1772, 1312, 1781]
cricket-heading: Cricket Open Dates. bbox=[1391, 1494, 1502, 1526]
table-cell: Bury bbox=[1132, 1792, 1151, 1801]
dow-ad: DAVID DOW & SON, JEWELLERS AND MEDALLISTS, bbox=[305, 1041, 555, 1084]
article-text: The effacement of the Hibs and Athletics in the Scottish tie was a heavy blow to the East, but the defeat of our last and only hope at Falkirk on Saturday has fairly nonplussed us, and now here we are with three months of the season to go and little or nothing of interest to look forward to. bbox=[572, 604, 836, 660]
table-header-cell: P. bbox=[1451, 1372, 1457, 1381]
deck: A Day of Disasters—"Good-bye, Scottish Cup, Good-bye"—The Hearts' Misfortune—Defeat of the Hibs—Aggravating Display by the Athletics. bbox=[580, 439, 828, 489]
article-text: Saturday saw the extinguisher put over one more club's cup engaged in Scottish Cup ties. In two cases the teams showed excellent fight, and in each case one or two good points were scored. The game at Kirkcaldy was an excellent one, and there was a large crowd. bbox=[43, 972, 288, 1039]
article-text: Very appropriately these two simple and sad announcements might be left to speak for themselves, and to impress our readers with the solemn lesson they convey. We feel it, however, to be due to the memory of both, and for the comfort of sorrowing relatives and friends, that we should notice at length their careers. bbox=[851, 840, 1115, 907]
table-cell: 8 bbox=[1286, 1792, 1292, 1801]
